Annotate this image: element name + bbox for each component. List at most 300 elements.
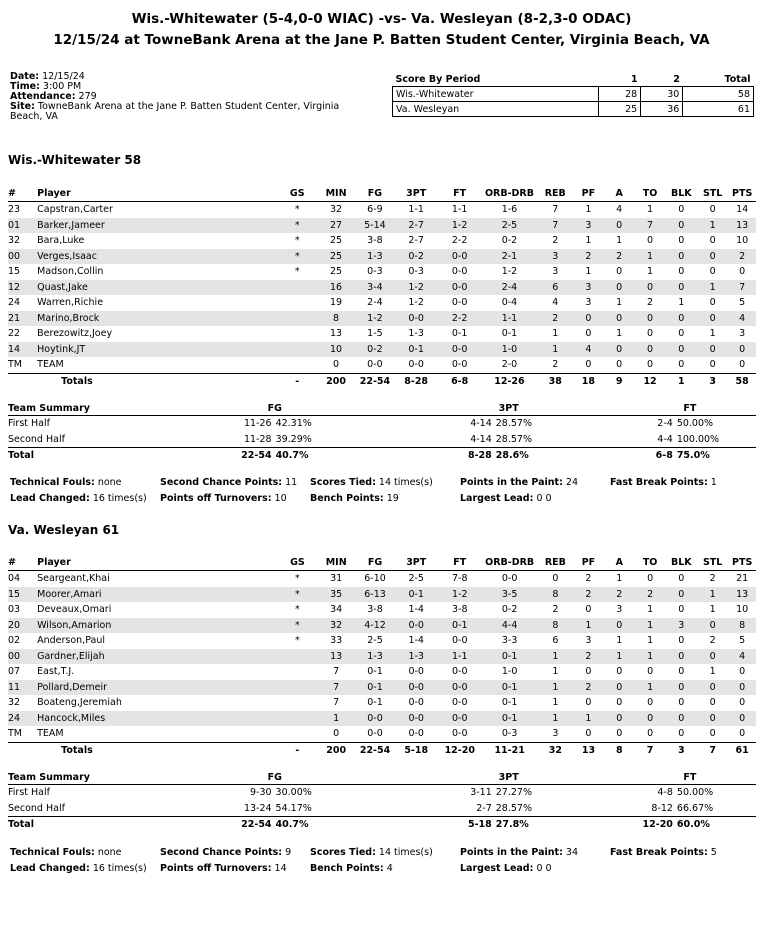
player-number: 00 [8,249,37,265]
player-ft: 0-0 [438,342,481,358]
column-header-stl: STL [697,186,728,202]
player-3pt: 0-1 [394,342,438,358]
player-number: 15 [8,587,37,603]
player-3pt: 1-3 [394,649,438,665]
player-gs: * [295,573,300,585]
player-orb-drb: 0-1 [501,328,518,340]
player-to: 0 [635,311,666,327]
score-total: 58 [683,87,754,102]
player-reb: 1 [552,697,559,709]
player-stl: 0 [709,697,716,709]
player-stl: 2 [709,635,716,647]
team-summary-ftp: 66.67% [676,802,714,814]
player-orb-drb: 3-3 [501,635,518,647]
player-3pt: 0-1 [394,587,438,603]
misc-lead-label: Lead Changed: [10,492,90,504]
player-3pt: 0-2 [394,249,438,265]
player-pf: 4 [573,342,604,358]
player-stl: 2 [709,573,716,585]
player-min: 35 [317,587,356,603]
team-summary-tpp: 28.57% [495,418,532,430]
total-header: Total [683,72,754,87]
team-summary-ftm: 6-8 [624,448,673,464]
player-gs [278,664,317,680]
misc-fastbreak-value: 1 [710,477,717,488]
player-pf: 2 [573,249,604,265]
player-pts: 0 [728,711,756,727]
team-summary-tpp: 28.57% [495,802,532,814]
player-orb-drb: 0-1 [501,697,518,709]
player-to: 0 [647,666,654,678]
player-gs [278,280,317,296]
player-row [8,264,756,280]
misc-turnovers [160,491,287,507]
time-label: Time: [10,81,40,92]
player-min: 33 [330,635,343,647]
player-min: 34 [330,604,343,616]
team-summary-ftm: 4-8 [657,787,673,799]
team-summary-ftm: 2-4 [657,418,673,430]
misc-turnovers-label: Points off Turnovers: [160,862,272,874]
player-3pt: 1-2 [394,280,438,296]
player-reb: 8 [538,618,573,634]
player-a: 1 [616,635,623,647]
player-pts: 0 [739,359,746,371]
misc-tied-value: 14 times(s) [378,477,433,488]
player-blk: 0 [666,649,697,665]
player-orb-drb: 1-0 [481,342,537,358]
player-ft: 0-1 [451,328,468,340]
player-ft: 1-2 [438,218,481,234]
player-reb: 2 [552,359,559,371]
player-orb-drb: 0-0 [501,573,518,585]
player-reb: 4 [552,297,559,309]
misc-paint [460,475,578,491]
column-header-pf: PF [573,186,604,202]
player-player: Deveaux,Omari [37,604,112,616]
player-pf: 3 [585,635,592,647]
player-number: 04 [8,573,21,585]
player-a: 0 [604,618,635,634]
player-a: 1 [616,235,623,247]
player-stl: 0 [709,235,716,247]
player-fg: 2-5 [367,635,383,647]
misc-turnovers-value: 10 [274,492,287,504]
player-to: 0 [635,280,666,296]
team-summary-fgp: 40.7% [272,448,394,464]
player-to: 1 [635,680,666,696]
player-pf: 0 [585,666,592,678]
player-ft: 0-0 [451,266,468,278]
player-blk: 0 [666,280,697,296]
player-fg: 0-1 [356,680,395,696]
player-number: 32 [8,235,21,247]
player-number: 20 [8,618,37,634]
player-to: 0 [647,359,654,371]
totals-3pt: 5-18 [394,742,438,758]
player-blk: 0 [678,666,685,678]
player-pf: 1 [573,618,604,634]
team-summary-fgp: 42.31% [275,418,312,430]
column-header-min: MIN [317,186,356,202]
totals-min: 200 [317,373,356,389]
player-number: 24 [8,711,37,727]
column-header-reb: REB [538,186,573,202]
score-by-period-header [393,72,754,87]
player-row [8,711,756,727]
misc-second [160,845,291,861]
player-player: East,T.J. [37,666,75,678]
player-blk: 0 [666,249,697,265]
totals-player: Totals [37,373,278,389]
player-gs: * [294,266,300,278]
player-blk: 3 [666,618,697,634]
player-fg: 0-2 [356,342,395,358]
player-row [8,249,756,265]
column-header-number: # [8,555,37,571]
player-ft: 0-0 [452,635,468,647]
player-pts: 0 [739,697,746,709]
player-a: 0 [604,218,635,234]
totals-min: 200 [317,742,356,758]
misc-lead-value: 16 times(s) [92,492,147,504]
player-row [8,664,756,680]
player-to: 0 [635,342,666,358]
totals-gs: - [278,742,317,758]
team-summary-fgp: 39.29% [275,433,312,445]
player-a: 1 [616,573,623,585]
player-player: Pollard,Demeir [37,680,278,696]
team-summary-ftp: 50.00% [676,787,714,799]
team-summary-fg: 22-54 [156,448,272,464]
misc-tech-label: Technical Fouls: [10,477,95,488]
player-pf: 1 [585,235,592,247]
column-header-min: MIN [317,555,356,571]
date-label: Date: [10,71,40,82]
player-fg: 4-12 [356,618,395,634]
player-to: 1 [635,249,666,265]
player-pf: 1 [573,711,604,727]
site-line [10,102,340,122]
totals-a: 9 [604,373,635,389]
team-summary-label: Total [8,448,156,464]
misc-bench-label: Bench Points: [310,492,384,504]
player-min: 13 [330,328,343,340]
player-player: Capstran,Carter [37,204,113,216]
misc-bench [310,491,399,507]
player-fg: 0-0 [356,711,395,727]
misc-lead-value: 16 times(s) [92,862,147,874]
team-summary-label: Second Half [8,433,65,445]
player-fg: 5-14 [356,218,395,234]
misc-largest-value: 0 0 [536,862,552,874]
player-stl: 0 [697,649,728,665]
player-reb: 2 [552,604,559,616]
player-blk: 0 [678,328,685,340]
score-by-period-label: Score By Period [393,72,599,87]
player-orb-drb: 0-4 [501,297,518,309]
totals-3pt: 8-28 [394,373,438,389]
misc-tech [10,475,122,491]
player-gs: * [294,204,300,216]
player-fg: 2-4 [367,297,383,309]
player-blk: 0 [666,311,697,327]
player-fg: 0-0 [367,359,383,371]
team-summary-fg: 11-28 [243,433,272,445]
player-fg: 1-5 [367,328,383,340]
team-summary-label: First Half [8,418,50,430]
player-stl: 0 [697,711,728,727]
player-number: 14 [8,342,37,358]
player-gs: * [278,249,317,265]
player-to: 0 [647,697,654,709]
player-player: Boateng,Jeremiah [37,697,122,709]
misc-paint-value: 34 [565,847,578,858]
totals-a: 8 [604,742,635,758]
score-total: 61 [683,102,754,117]
player-min: 31 [330,573,343,585]
player-reb: 1 [538,649,573,665]
totals-reb: 38 [538,373,573,389]
box-score-table [8,555,756,758]
player-pts: 0 [728,680,756,696]
player-pts: 2 [728,249,756,265]
player-pts: 4 [728,649,756,665]
player-fg: 1-2 [356,311,395,327]
player-3pt: 2-7 [394,218,438,234]
team-summary-ftm: 12-20 [624,817,673,833]
player-fg: 0-1 [367,697,383,709]
player-orb-drb: 1-1 [481,311,537,327]
attendance-value: 279 [78,91,97,102]
column-header-gs: GS [278,186,317,202]
box-score-table [8,186,756,389]
column-header-3pt: 3PT [394,186,438,202]
totals-stl: 3 [697,373,728,389]
player-ft: 1-1 [438,649,481,665]
player-ft: 0-0 [452,666,468,678]
player-stl: 1 [709,604,716,616]
player-ft: 0-0 [438,280,481,296]
player-fg: 6-13 [356,587,395,603]
misc-tech [10,845,122,861]
player-3pt: 0-0 [394,680,438,696]
player-a: 0 [616,266,623,278]
player-orb-drb: 0-2 [501,235,518,247]
player-to: 2 [647,297,654,309]
player-min: 32 [317,618,356,634]
player-blk: 0 [666,680,697,696]
player-pts: 0 [739,728,746,740]
team-summary-fg: 9-30 [249,787,272,799]
totals-to: 7 [635,742,666,758]
player-a: 2 [604,587,635,603]
player-stl: 0 [709,728,716,740]
player-fg: 1-3 [356,249,395,265]
player-reb: 1 [552,666,559,678]
totals-orb-drb: 11-21 [482,742,538,758]
player-reb: 8 [538,587,573,603]
player-to: 0 [647,573,654,585]
player-min: 27 [317,218,356,234]
misc-fastbreak [610,475,717,491]
player-a: 0 [604,342,635,358]
totals-number [8,742,37,758]
player-stl: 1 [709,328,716,340]
player-blk: 0 [678,235,685,247]
misc-bench-label: Bench Points: [310,862,384,874]
player-row [8,587,756,603]
player-player: Bara,Luke [37,235,85,247]
player-row [8,311,756,327]
player-orb-drb: 2-4 [481,280,537,296]
player-fg: 3-8 [367,604,383,616]
player-reb: 0 [552,573,559,585]
column-header-ft: FT [438,555,481,571]
totals-reb: 32 [538,742,573,758]
team-summary-fgp: 30.00% [275,787,312,799]
player-number: 32 [8,697,21,709]
player-3pt: 2-7 [408,235,424,247]
player-pf: 2 [573,649,604,665]
player-orb-drb: 0-1 [482,649,538,665]
player-player: Moorer,Amari [37,587,278,603]
date-value: 12/15/24 [42,71,85,82]
player-row [8,202,756,218]
player-to: 1 [635,618,666,634]
misc-tech-value: none [97,477,122,488]
player-pts: 10 [736,604,749,616]
player-number: TM [8,728,22,740]
misc-second-value: 9 [285,847,292,858]
player-ft: 0-0 [452,697,468,709]
misc-turnovers-label: Points off Turnovers: [160,492,272,504]
player-3pt: 1-3 [408,328,424,340]
score-p1: 25 [599,102,641,117]
misc-second-value: 11 [285,477,298,488]
player-orb-drb: 2-1 [481,249,537,265]
player-ft: 1-2 [438,587,481,603]
player-row [8,633,756,649]
column-header-pts: PTS [728,555,756,571]
player-ft: 0-1 [438,618,481,634]
player-min: 25 [330,266,343,278]
player-number: 01 [8,218,37,234]
player-row [8,357,756,373]
player-blk: 0 [678,204,685,216]
period-2-header: 2 [641,72,683,87]
player-pts: 4 [728,311,756,327]
player-gs [278,311,317,327]
player-gs: * [278,618,317,634]
player-min: 32 [330,204,343,216]
totals-player: Totals [37,742,278,758]
player-reb: 2 [538,311,573,327]
player-to: 1 [647,204,654,216]
misc-largest [460,861,552,877]
player-stl: 1 [697,218,728,234]
misc-turnovers [160,861,287,877]
player-gs: * [278,587,317,603]
player-reb: 6 [552,635,559,647]
column-header-number: # [8,186,37,202]
player-stl: 0 [697,311,728,327]
team-summary-3pt-header: 3PT [394,401,624,416]
player-gs [278,342,317,358]
player-3pt: 1-2 [408,297,424,309]
player-pts: 13 [728,218,756,234]
player-a: 0 [604,280,635,296]
team-summary-header [8,401,756,416]
player-gs: * [278,218,317,234]
player-row [8,571,756,587]
player-blk: 0 [666,342,697,358]
team-summary-ft-header: FT [624,401,756,416]
player-blk: 0 [678,573,685,585]
team-summary-tp: 3-11 [470,787,492,799]
player-to: 1 [635,649,666,665]
team-summary-ftp: 50.00% [676,418,714,430]
player-row [8,602,756,618]
totals-gs: - [278,373,317,389]
totals-orb-drb: 12-26 [481,373,537,389]
player-blk: 0 [666,711,697,727]
totals-row [8,742,756,758]
player-fg: 3-4 [356,280,395,296]
player-player: Berezowitz,Joey [37,328,113,340]
misc-bench-value: 19 [386,492,399,504]
player-player: Barker,Jameer [37,218,278,234]
column-header-a: A [604,555,635,571]
player-pf: 3 [573,280,604,296]
player-reb: 1 [538,342,573,358]
player-pts: 14 [736,204,749,216]
team-summary-fgp: 40.7% [272,817,394,833]
player-pf: 0 [585,604,592,616]
player-player: Hoytink,JT [37,342,278,358]
misc-largest-value: 0 0 [536,492,552,504]
player-pts: 3 [739,328,746,340]
player-reb: 3 [552,266,559,278]
player-a: 1 [616,297,623,309]
player-ft: 0-0 [438,680,481,696]
player-pf: 2 [573,587,604,603]
player-ft: 1-1 [451,204,468,216]
player-player: Hancock,Miles [37,711,278,727]
team-summary-total-row [8,817,756,833]
player-3pt: 2-5 [408,573,424,585]
totals-pf: 18 [573,373,604,389]
player-number: TM [8,359,22,371]
player-3pt: 0-3 [408,266,424,278]
team-summary-label: Team Summary [8,401,156,416]
player-reb: 3 [538,249,573,265]
column-header-to: TO [635,186,666,202]
player-orb-drb: 0-1 [482,680,538,696]
player-to: 0 [647,235,654,247]
player-ft: 0-0 [438,711,481,727]
player-reb: 7 [552,204,559,216]
column-header-player: Player [37,555,278,571]
player-player: Seargeant,Khai [37,573,110,585]
score-p2: 36 [641,102,683,117]
player-gs [278,326,317,342]
misc-turnovers-value: 14 [274,862,287,874]
player-orb-drb: 0-2 [501,604,518,616]
team-summary-3pt-header: 3PT [394,770,624,785]
team-summary-ftp: 100.00% [676,433,720,445]
player-number: 15 [8,266,21,278]
